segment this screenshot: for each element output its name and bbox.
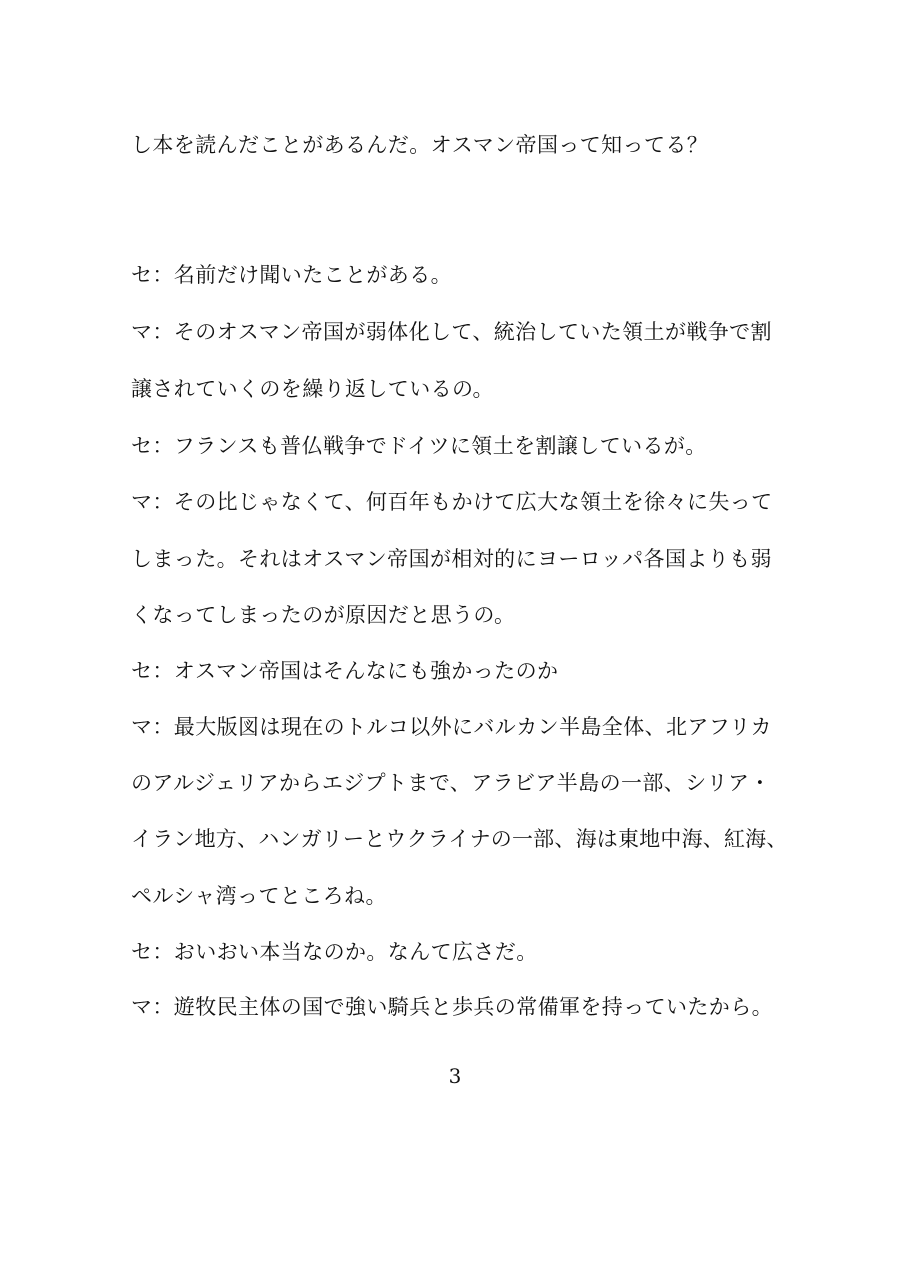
text-line: マ：その比じゃなくて、何百年もかけて広大な領土を徐々に失って — [131, 490, 773, 514]
text-line: しまった。それはオスマン帝国が相対的にヨーロッパ各国よりも弱 — [131, 547, 772, 571]
text-line: セ：フランスも普仏戦争でドイツに領土を割譲しているが。 — [131, 434, 707, 458]
text-line: マ：遊牧民主体の国で強い騎兵と歩兵の常備軍を持っていたから。 — [131, 995, 773, 1019]
page-number: 3 — [448, 1064, 462, 1088]
text-line: マ：そのオスマン帝国が弱体化して、統治していた領土が戦争で割 — [131, 320, 772, 344]
text-line: セ：名前だけ聞いたことがある。 — [131, 263, 452, 287]
text-line: イラン地方、ハンガリーとウクライナの一部、海は東地中海、紅海、 — [131, 827, 788, 851]
text-line: マ：最大版図は現在のトルコ以外にバルカン半島全体、北アフリカ — [131, 715, 772, 739]
text-line: くなってしまったのが原因だと思うの。 — [131, 603, 516, 627]
text-line: のアルジェリアからエジプトまで、アラビア半島の一部、シリア・ — [131, 771, 771, 795]
text-line: 譲されていくのを繰り返しているの。 — [131, 377, 494, 401]
text-line: ペルシャ湾ってところね。 — [131, 884, 387, 908]
text-line: し本を読んだことがあるんだ。オスマン帝国って知ってる？ — [131, 133, 709, 157]
text-line: セ：オスマン帝国はそんなにも強かったのか — [131, 659, 559, 683]
text-line: セ：おいおい本当なのか。なんて広さだ。 — [131, 940, 538, 964]
